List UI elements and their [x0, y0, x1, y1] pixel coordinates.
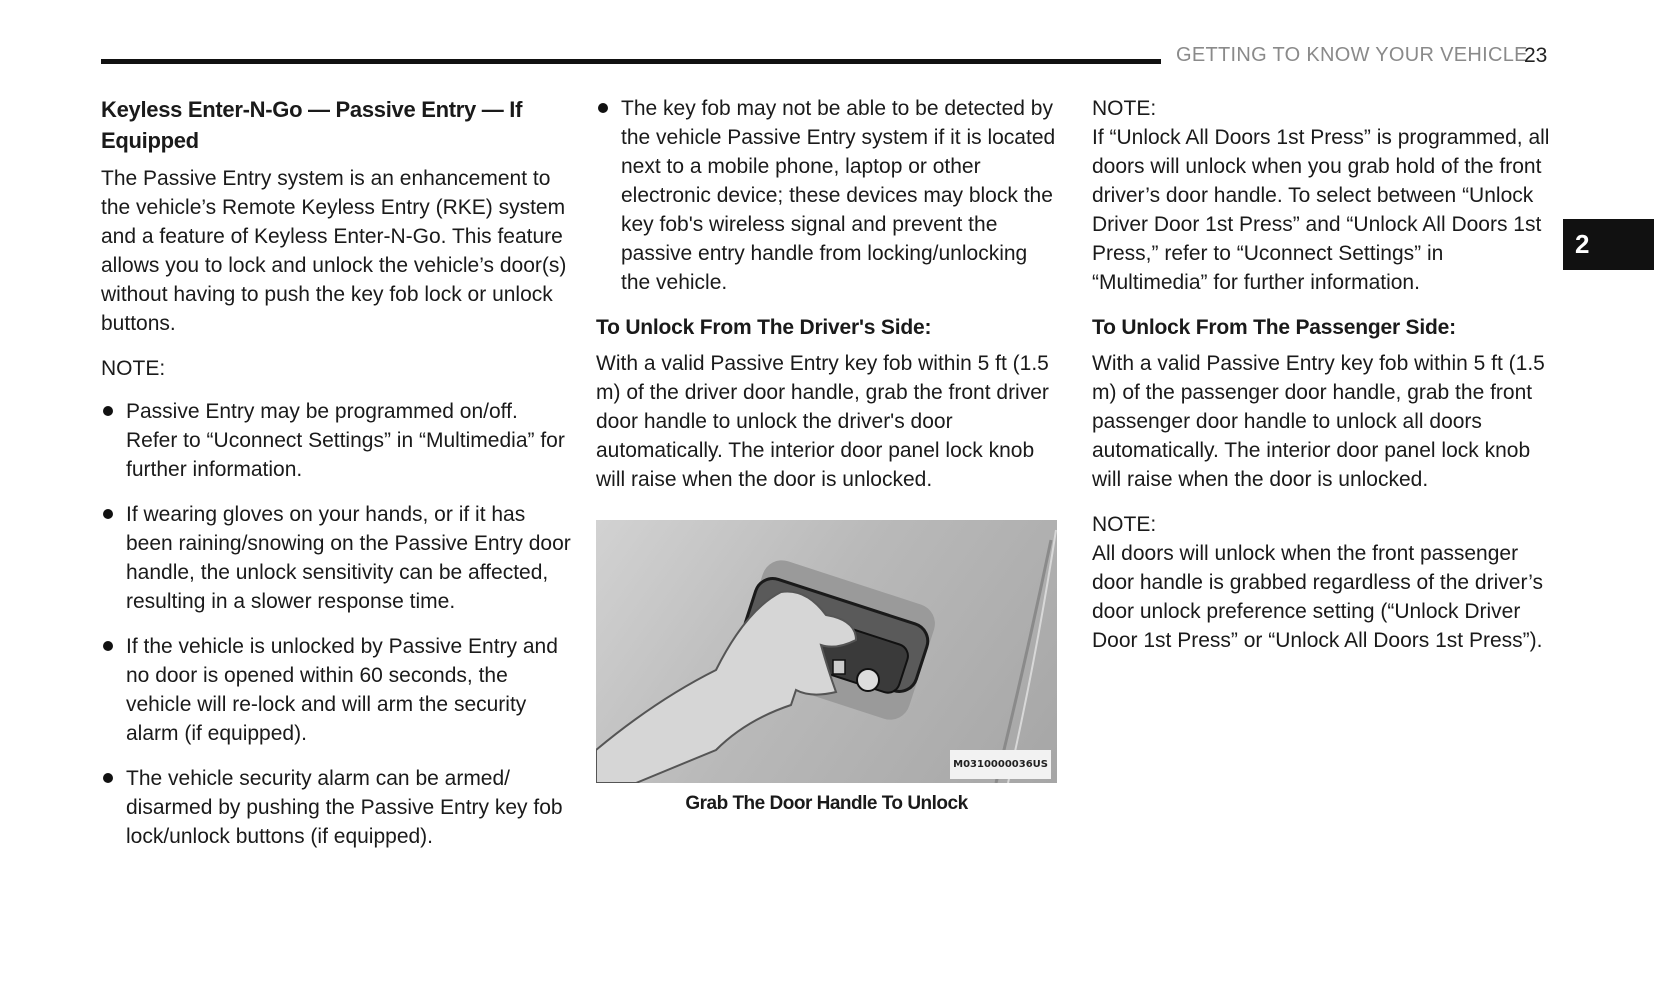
- bullet-list: [596, 94, 1061, 297]
- bullet-text: Passive Entry may be programmed on/off. Refer to “Uconnect Settings” in “Multimedia” for further information.: [126, 400, 565, 481]
- note-text: If “Unlock All Doors 1st Press” is programmed, all doors will unlock when you grab hold of the front driver’s door handle. To select between “Unlock Driver Door 1st Press” and “Unlock All Doors 1st Press,” refer to “Uconnect Settings” in “Multimedia” for further information.: [1092, 126, 1550, 294]
- section-heading: Keyless Enter-N-Go — Passive Entry — If Equipped: [101, 97, 523, 153]
- bullet-text: If the vehicle is unlocked by Passive Entry and no door is opened within 60 seconds, the vehicle will re-lock and will arm the security alarm (if equipped).: [126, 635, 558, 745]
- door-handle-illustration: [596, 520, 1057, 783]
- list-item: [596, 94, 1061, 297]
- note-label: NOTE:: [1092, 97, 1157, 120]
- door-handle-drawing: [596, 520, 1057, 783]
- driver-side-heading: To Unlock From The Driver's Side:: [596, 316, 932, 339]
- list-item: [101, 500, 571, 616]
- driver-side-paragraph: With a valid Passive Entry key fob within 5 ft (1.5 m) of the driver door handle, grab the front driver door handle to unlock the driver's door automatically. The interior door panel lock knob will raise when the door is unlocked.: [596, 352, 1049, 491]
- passenger-side-heading: To Unlock From The Passenger Side:: [1092, 316, 1456, 339]
- note-label: NOTE:: [1092, 513, 1157, 536]
- list-item: [101, 764, 571, 851]
- chapter-tab[interactable]: 2: [1563, 219, 1654, 270]
- column-middle: [596, 94, 1061, 818]
- column-left: [101, 94, 571, 867]
- figure-code: M0310000036US: [950, 750, 1051, 779]
- bullet-icon: [598, 103, 608, 113]
- note-label: NOTE:: [101, 357, 166, 380]
- bullet-icon: [103, 641, 113, 651]
- header-rule: [101, 59, 1161, 64]
- note-text: All doors will unlock when the front passenger door handle is grabbed regardless of the driver’s door unlock preference setting (“Unlock Driver Door 1st Press” or “Unlock All Doors 1st Press”).: [1092, 542, 1543, 652]
- list-item: [101, 397, 571, 484]
- bullet-text: The key fob may not be able to be detected by the vehicle Passive Entry system if it is located next to a mobile phone, laptop or other electronic device; these devices may block the key fob's wireless signal and prevent the passive entry handle from locking/unlocking the vehicle.: [621, 97, 1056, 294]
- running-header: GETTING TO KNOW YOUR VEHICLE: [1176, 44, 1528, 66]
- note-bullet-list: [101, 397, 571, 851]
- intro-paragraph: The Passive Entry system is an enhancement to the vehicle’s Remote Keyless Entry (RKE) system and a feature of Keyless Enter-N-Go. This feature allows you to lock and unlock the vehicle’s door(s) without having to push the key fob lock or unlock buttons.: [101, 167, 567, 335]
- bullet-icon: [103, 509, 113, 519]
- bullet-icon: [103, 406, 113, 416]
- figure-caption: Grab The Door Handle To Unlock: [685, 793, 968, 814]
- bullet-icon: [103, 773, 113, 783]
- bullet-text: If wearing gloves on your hands, or if it has been raining/snowing on the Passive Entry door handle, the unlock sensitivity can be affected, resulting in a slower response time.: [126, 503, 571, 613]
- bullet-text: The vehicle security alarm can be armed/ disarmed by pushing the Passive Entry key fob lock/unlock buttons (if equipped).: [126, 767, 563, 848]
- list-item: [101, 632, 571, 748]
- column-right: [1092, 94, 1557, 671]
- passenger-side-paragraph: With a valid Passive Entry key fob within 5 ft (1.5 m) of the passenger door handle, grab the front passenger door handle to unlock all doors automatically. The interior door panel lock knob will raise when the door is unlocked.: [1092, 352, 1545, 491]
- page-number: 23: [1524, 44, 1548, 67]
